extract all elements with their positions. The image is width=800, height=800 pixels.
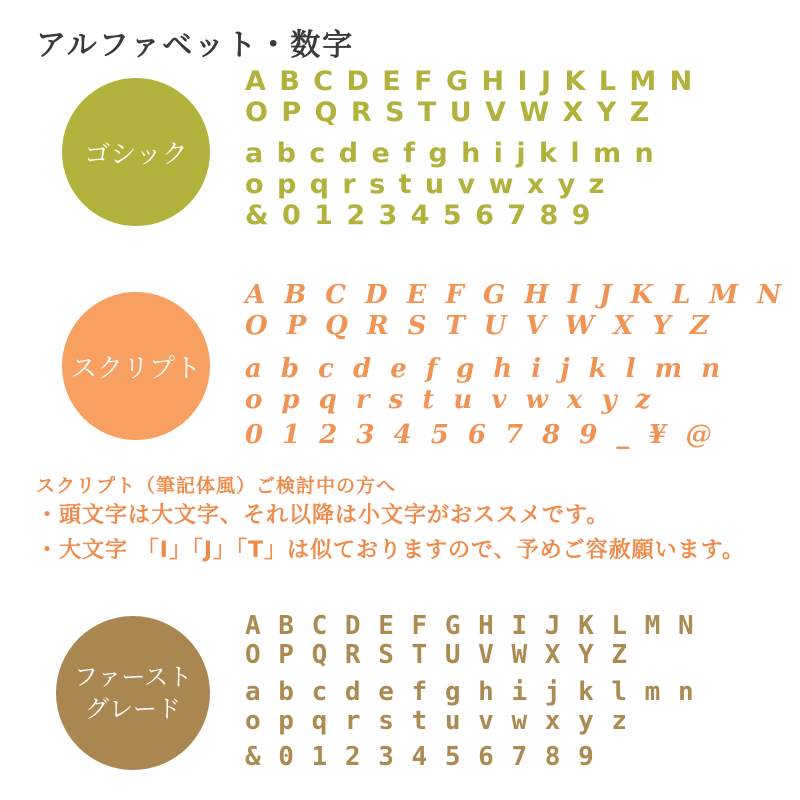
script-note-line-1: ・頭文字は大文字、それ以降は小文字がおススメです。 — [36, 503, 610, 528]
gothic-row-lower-a-n: a b c d e f g h i j k l m n — [245, 138, 656, 169]
first-grade-label-line2: グレード — [85, 695, 181, 723]
first-grade-sample-block — [245, 612, 695, 772]
first-grade-row-lower-o-z: o p q r s t u v w x y z — [245, 706, 629, 736]
gothic-style-label: ゴシック — [84, 139, 188, 170]
first-grade-row-lower-a-n: a b c d e f g h i j k l m n — [245, 677, 695, 707]
page-title: アルファベット・数字 — [36, 28, 355, 63]
script-note-line-2: ・大文字 「I」「J」「T」は似ておりますので、予めご容赦願います。 — [36, 538, 745, 563]
gothic-row-lower-o-z: o p q r s t u v w x y z — [245, 169, 607, 200]
gothic-row-caps-a-n: A B C D E F G H I J K L M N — [245, 66, 695, 97]
gothic-sample-block — [245, 66, 694, 231]
script-row-lower-a-n: a b c d e f g h i j k l m n — [245, 354, 726, 384]
gothic-row-caps-o-z: O P Q R S T U V W X Y Z — [245, 97, 652, 128]
first-grade-label-line1: ファースト — [73, 662, 193, 691]
first-grade-row-caps-o-z: O P Q R S T U V W X Y Z — [245, 640, 629, 670]
gothic-style-badge — [62, 78, 210, 226]
first-grade-row-numbers: & 0 1 2 3 4 5 6 7 8 9 — [245, 742, 595, 772]
first-grade-style-badge — [56, 616, 210, 770]
first-grade-row-caps-a-n: A B C D E F G H I J K L M N — [245, 611, 695, 641]
script-row-numbers: 0 1 2 3 4 5 6 7 8 9 _ ¥ @ — [245, 420, 717, 450]
script-row-caps-a-n: A B C D E F G H I J K L M N — [245, 280, 786, 310]
script-row-caps-o-z: O P Q R S T U V W X Y Z — [245, 311, 714, 341]
script-style-label: スクリプト — [70, 353, 201, 384]
script-sample-block — [245, 280, 786, 451]
script-style-badge — [62, 292, 210, 440]
script-row-lower-o-z: o p q r s t u v w x y z — [245, 385, 656, 415]
script-note — [36, 474, 745, 568]
script-note-heading: スクリプト（筆記体風）ご検討中の方へ — [36, 475, 397, 497]
gothic-row-numbers: & 0 1 2 3 4 5 6 7 8 9 — [245, 200, 593, 231]
